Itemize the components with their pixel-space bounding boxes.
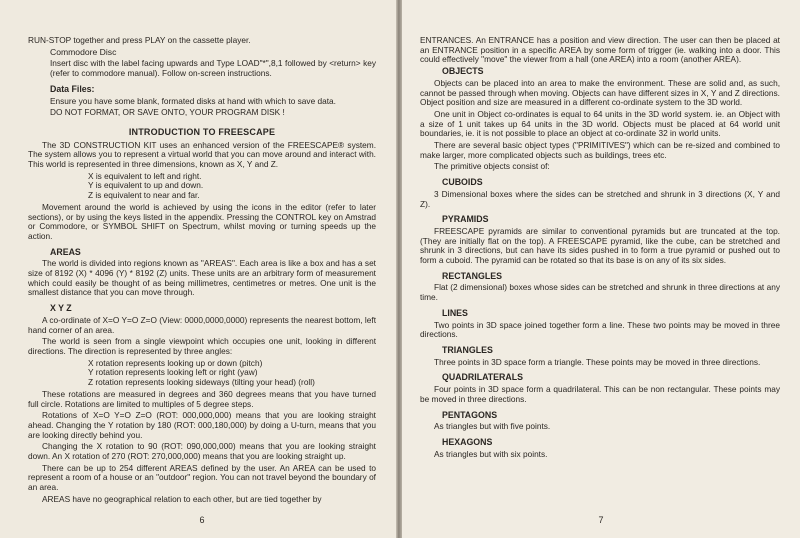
left-page <box>0 0 396 538</box>
pyramids-paragraph: FREESCAPE pyramids are similar to conventional pyramids but are truncated at the top. (They are initially flat on the top). A FREESCAPE pyramid, like the cube, can be stretched and shrunk in 3 directions, but can have its sides pushed in to form a true pyramid or pushed out to form a cuboid. The pyramid can be rotated so that its base is on any of its six sides. <box>420 225 780 266</box>
page-number-left: 6 <box>199 515 205 526</box>
xyz-paragraph-3: These rotations are measured in degrees and 360 degrees means that you have turned full circle. Rotations are limited to multiples of 5 degree steps. <box>28 388 376 409</box>
data-files-line-1: Ensure you have some blank, formated disks at hand with which to save data. <box>50 95 336 106</box>
commodore-disc-heading: Commodore Disc <box>50 46 117 57</box>
xyz-paragraph-7: AREAS have no geographical relation to each other, but are tied together by <box>42 493 322 504</box>
rotation-x-item: X rotation represents looking up or down (pitch) <box>88 357 263 368</box>
commodore-disc-text: Insert disc with the label facing upwards and Type LOAD"*",8,1 followed by <return> key (refer to commodore manual). Follow on-screen instructions. <box>50 58 376 79</box>
objects-paragraph-4: The primitive objects consist of: <box>434 161 550 172</box>
quadrilaterals-heading: QUADRILATERALS <box>442 372 523 383</box>
introduction-title: INTRODUCTION TO FREESCAPE <box>128 126 276 137</box>
xyz-paragraph-1: A co-ordinate of X=O Y=O Z=O (View: 0000,0000,0000) represents the nearest bottom, left hand corner of an area. <box>28 314 376 335</box>
areas-heading: AREAS <box>50 246 81 257</box>
triangles-heading: TRIANGLES <box>442 344 493 355</box>
data-files-heading: Data Files: <box>50 83 95 94</box>
xyz-paragraph-5: Changing the X rotation to 90 (ROT: 090,000,000) means that you are looking straight down. An X rotation of 270 (ROT: 270,000,000) means that you are looking straight up. <box>28 441 376 462</box>
cuboids-paragraph: 3 Dimensional boxes where the sides can be stretched and shrunk in 3 directions (X, Y and Z). <box>420 188 780 209</box>
rectangles-heading: RECTANGLES <box>442 270 502 281</box>
quadrilaterals-paragraph: Four points in 3D space form a quadrilateral. This can be non rectangular. These points may be moved in three directions. <box>420 384 780 404</box>
objects-paragraph-1: Objects can be placed into an area to make the environment. These are solid and, as such, cannot be passed through when moving. Objects can have different sizes in X, Y and Z directions. Object position and size are measured in a different co-ordinate system to the 3D world. <box>420 77 780 108</box>
xyz-heading: X Y Z <box>50 303 72 314</box>
rectangles-paragraph: Flat (2 dimensional) boxes whose sides can be stretched and shrunk in three directions at any time. <box>420 282 780 303</box>
pyramids-heading: PYRAMIDS <box>442 214 489 225</box>
right-page <box>402 0 800 538</box>
intro-line: RUN-STOP together and press PLAY on the cassette player. <box>28 35 251 45</box>
entrances-paragraph: ENTRANCES. An ENTRANCE has a position and view direction. The user can then be placed at an ENTRANCE position in a specific AREA by some form of trigger (ie. walking into a door. This could effectively "move" the viewer from a hall (one AREA) into a room (another AREA). <box>420 35 780 65</box>
objects-paragraph-3: There are several basic object types ("PRIMITIVES") which can be re-sized and combined to make larger, more complicated objects such as buildings, trees etc. <box>420 140 780 160</box>
lines-paragraph: Two points in 3D space joined together form a line. These two points may be moved in three directions. <box>420 319 780 340</box>
cuboids-heading: CUBOIDS <box>442 177 483 188</box>
xyz-paragraph-2: The world is seen from a single viewpoint which occupies one unit, looking in different directions. The direction is represented by three angles: <box>28 336 376 356</box>
lines-heading: LINES <box>442 307 468 318</box>
axes-list <box>28 172 376 201</box>
rotation-z-item: Z rotation represents looking sideways (tilting your head) (roll) <box>88 377 315 388</box>
triangles-paragraph: Three points in 3D space form a triangle. These points may be moved in three directions. <box>434 356 761 367</box>
pentagons-paragraph: As triangles but with five points. <box>434 421 551 432</box>
areas-paragraph: The world is divided into regions known as "AREAS". Each area is like a box and has a set size of 8192 (X) * 4096 (Y) * 8192 (Z) units. These units are an arbitrary form of measurement which could easily be thought of as being millimetres, centimetres or metres. One unit is the smallest distance that you can move through. <box>28 258 376 298</box>
intro-paragraph-1: The 3D CONSTRUCTION KIT uses an enhanced version of the FREESCAPE® system. The system allows you to represent a virtual world that you can move around and interact with. This world is represented in three dimensions, known as X, Y and Z. <box>28 139 376 170</box>
objects-heading: OBJECTS <box>442 66 484 77</box>
axis-z-item: Z is equivalent to near and far. <box>88 190 200 201</box>
hexagons-heading: HEXAGONS <box>442 436 493 447</box>
xyz-paragraph-4: Rotations of X=O Y=O Z=O (ROT: 000,000,000) means that you are looking straight ahead. Changing the Y rotation by 180 (ROT: 000,180,000) by doing a U-turn, means that you are looking directly behind you. <box>28 410 376 440</box>
rotation-y-item: Y rotation represents looking left or right (yaw) <box>88 367 258 378</box>
rotations-list <box>28 359 376 388</box>
axis-x-item: X is equivalent to left and right. <box>88 170 202 181</box>
xyz-paragraph-6: There can be up to 254 different AREAS defined by the user. An AREA can be used to represent a room of a house or an "outdoor" region. You can not travel beyond the boundary of an area. <box>28 462 376 493</box>
objects-paragraph-2: One unit in Object co-ordinates is equal to 64 units in the 3D world system. ie. an Object with a size of 1 unit takes up 64 units in the 3D world. Objects must be placed at 64 world unit boundaries, ie. it is not possible to place an object at co-ordinate 32 in world units. <box>420 108 780 139</box>
data-files-line-2: DO NOT FORMAT, OR SAVE ONTO, YOUR PROGRAM DISK ! <box>50 107 285 118</box>
hexagons-paragraph: As triangles but with six points. <box>434 448 548 459</box>
intro-paragraph-2: Movement around the world is achieved by using the icons in the editor (refer to later sections), or by using the keys listed in the appendix. Pressing the CONTROL key on Amstrad or Commodore, or SYMBOL SHIFT on Spectrum, whilst moving or turning speeds up the action. <box>28 201 376 241</box>
page-number-right: 7 <box>598 515 604 526</box>
pentagons-heading: PENTAGONS <box>442 409 498 420</box>
axis-y-item: Y is equivalent to up and down. <box>88 180 204 191</box>
